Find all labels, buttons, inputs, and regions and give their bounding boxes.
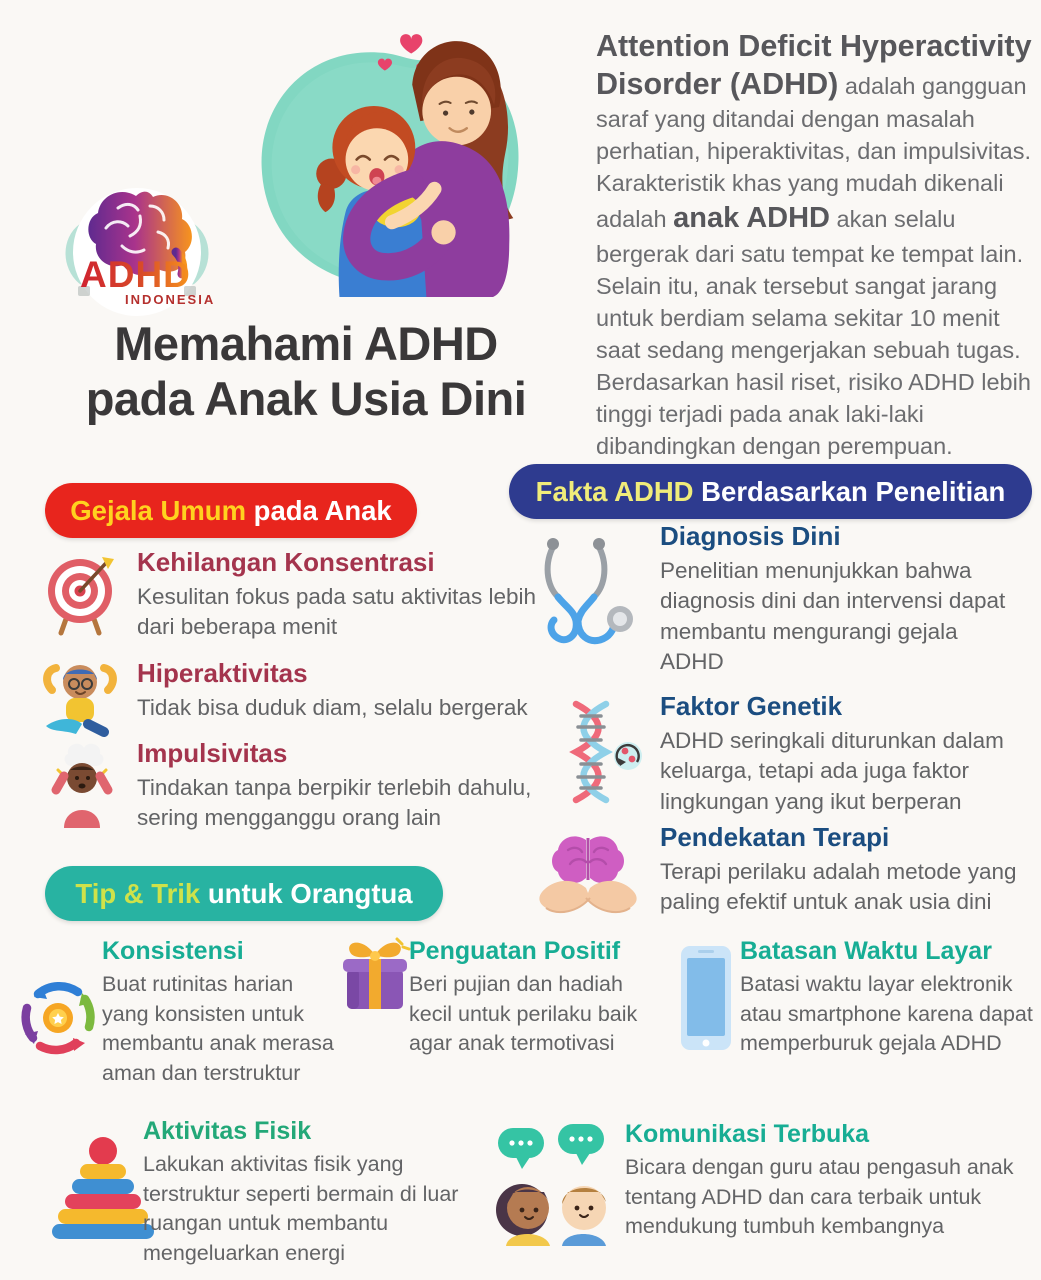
tip-item-batasan [740,937,1035,1059]
gejala-item-konsentrasi [137,547,537,643]
logo-subtitle: INDONESIA [125,292,216,307]
fakta-item-diagnosis [660,521,1010,678]
fakta-item-terapi [660,822,1041,918]
page-title: Memahami ADHD pada Anak Usia Dini [85,317,527,426]
speech-bubbles [498,1124,604,1169]
smartphone-icon [678,944,734,1052]
intro-paragraph: Attention Deficit Hyperactivity Disorder (ADHD) adalah gangguan saraf yang ditandai dengan masalah perhatian, hiperaktivitas, dan impulsivitas. Karakteristik khas yang mudah dikenali adalah anak ADHD akan selalu bergerak dari satu tempat ke tempat lain. Selain itu, anak tersebut sangat jarang untuk berdiam selama sekitar 10 menit saat sedang mengerjakan sebuah tugas. Berdasarkan hasil riset, risiko ADHD lebih tinggi terjadi pada anak laki-laki dibandingkan dengan perempuan. [596,29,1032,459]
tip-item-konsistensi [102,937,344,1089]
item-title: Batasan Waktu Layar [740,937,992,965]
gejala-item-hiperaktivitas [137,658,577,723]
target-icon [44,553,120,637]
item-body: Kesulitan fokus pada satu aktivitas lebih dari beberapa menit [137,584,536,640]
item-body: ADHD seringkali diturunkan dalam keluarga, tetapi ada juga faktor lingkungan yang ikut berperan [660,728,1004,814]
item-title: Faktor Genetik [660,691,843,721]
item-body: Terapi perilaku adalah metode yang paling efektif untuk anak usia dini [660,859,1017,915]
item-title: Konsistensi [102,937,244,965]
item-title: Pendekatan Terapi [660,822,890,852]
item-title: Penguatan Positif [409,937,621,965]
item-body: Batasi waktu layar elektronik atau smartphone karena dapat memperburuk gejala ADHD [740,972,1033,1056]
section-badge-fakta: Fakta ADHD Berdasarkan Penelitian [509,464,1032,519]
item-body: Beri pujian dan hadiah kecil untuk perilaku baik agar anak termotivasi [409,972,638,1056]
cycle-arrows-icon [12,972,104,1064]
item-title: Aktivitas Fisik [143,1117,312,1145]
gift-icon [333,933,417,1017]
item-title: Impulsivitas [137,738,288,768]
impulsive-child-icon [44,740,120,828]
section-badge-gejala: Gejala Umum pada Anak [45,483,417,538]
item-title: Hiperaktivitas [137,658,308,688]
item-title: Diagnosis Dini [660,521,841,551]
hero-illustration [248,10,532,298]
item-title: Komunikasi Terbuka [625,1120,870,1148]
tip-item-komunikasi [625,1120,1030,1242]
mother-hugging-child-illustration [248,10,532,298]
intro-heading: Attention Deficit Hyperactivity Disorder (ADHD) [596,29,1032,101]
toy-ring-pyramid-icon [48,1134,158,1246]
item-title: Kehilangan Konsentrasi [137,547,435,577]
right-child [562,1186,606,1246]
hyperactive-child-icon [36,660,124,738]
tip-item-penguatan [409,937,657,1059]
item-body: Tidak bisa duduk diam, selalu bergerak [137,695,528,720]
left-child [496,1184,550,1246]
item-body: Tindakan tanpa berpikir terlebih dahulu, sering mengganggu orang lain [137,775,532,831]
item-body: Lakukan aktivitas fisik yang terstruktur seperti bermain di luar ruangan untuk membantu mengeluarkan energi [143,1152,459,1265]
dna-icon [548,698,644,810]
stethoscope-icon [534,535,638,651]
logo-wordmark: ADHD [80,254,191,295]
tip-item-aktivitas [143,1117,483,1269]
item-body: Bicara dengan guru atau pengasuh anak tentang ADHD dan cara terbaik untuk mendukung tumbuh kembangnya [625,1155,1014,1239]
item-body: Penelitian menunjukkan bahwa diagnosis dini dan intervensi dapat membantu mengurangi gejala ADHD [660,558,1006,675]
fakta-item-genetik [660,691,1040,817]
section-badge-tips: Tip & Trik untuk Orangtua [45,866,443,921]
hands-holding-brain-icon [536,826,640,926]
item-body: Buat rutinitas harian yang konsisten untuk membantu anak merasa aman dan terstruktur [102,972,334,1085]
adhd-indonesia-logo [30,182,240,322]
gejala-item-impulsivitas [137,738,567,834]
children-talking-icon [492,1120,620,1246]
